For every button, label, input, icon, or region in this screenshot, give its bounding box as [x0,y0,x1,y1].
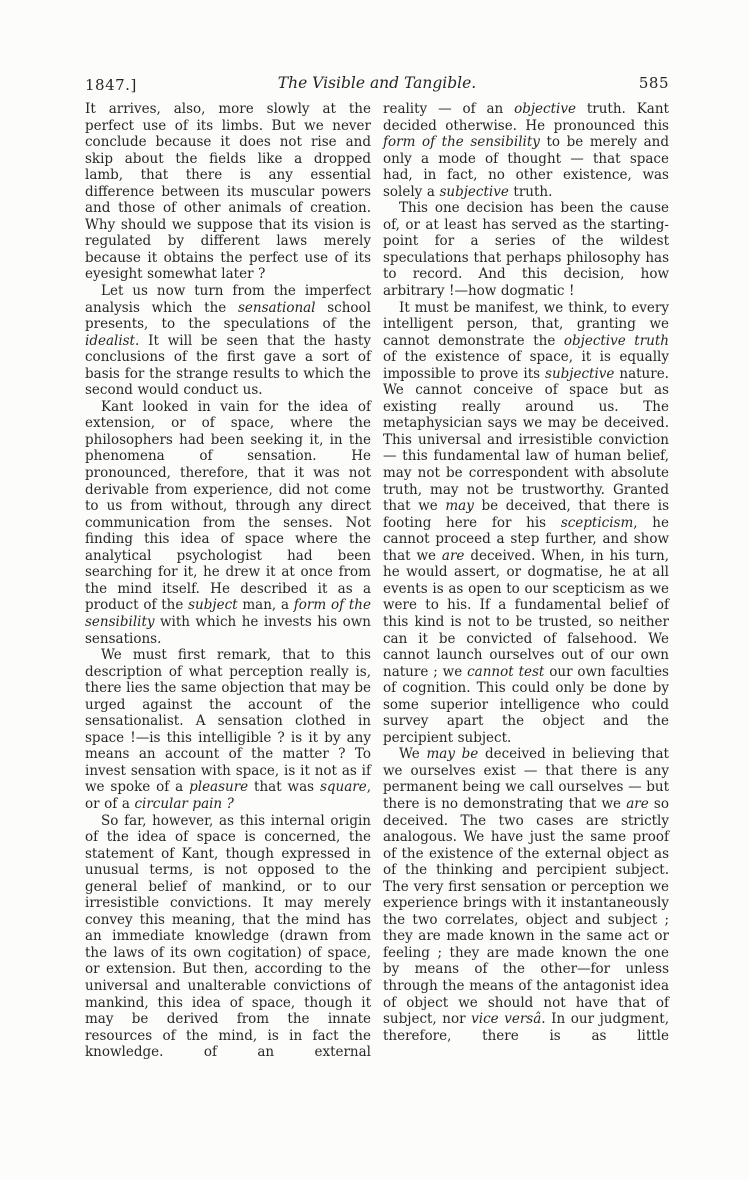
text-run: our own faculties of cognition. This could only be done by some superior intelligence who could survey apart the object and the percipient subject. [383,663,669,746]
text-run: It must be manifest, we think, to every intelligent person, that, granting we cannot demonstrate the [383,299,669,349]
italic-text-run: vice versâ [471,1011,542,1028]
text-run: This one decision has been the cause of, or at least has served as the starting-point for a series of the wildest speculations that perhaps philosophy has to record. And this decision, how arbitrary !—how dogmatic ! [383,200,669,300]
paragraph [85,399,371,647]
text-run: We must first remark, that to this description of what perception really is, there lies the same objection that may be urged against the account of the sensationalist. A sensation clothed in space !—is this intelligible ? is it by any means an account of the matter ? To invest sensation with space, is it not as if we spoke of a [85,647,371,796]
text-run: deceived in believing that we ourselves exist — that there is any permanent being we call ourselves — but there is no demonstrating that we [383,746,669,812]
text-run: truth. [508,183,553,200]
italic-text-run: objective [514,101,576,117]
text-body [85,101,669,1061]
paragraph [383,101,669,200]
text-run: of the existence of space, it is equally impossible to prove its [383,349,669,382]
page-title: The Visible and Tangible. [277,74,477,92]
italic-text-run: circular pain ? [134,795,234,812]
page-number: 585 [638,74,669,92]
text-run: Kant looked in vain for the idea of extension, or of space, where the philosophers had been seeking it, in the phenomena of sensation. He pronounced, therefore, that it was not derivable from experience, did not come to us from without, through any direct communication from the senses. Not finding this idea of space where the analytical psychologist had been searching for it, he drew it at once from the mind itself. He described it as a product of the [85,398,371,614]
paragraph [85,283,371,399]
text-run: nature. We cannot conceive of space but as existing really around us. The metaphysician says we may be deceived. This universal and irresistible conviction — this fundamental law of human belief, may not be correspondent with absolute truth, may not be trustworthy. Granted that we [383,365,669,515]
paragraph [383,746,669,1044]
paragraph [85,647,371,812]
italic-text-run: are [441,547,465,564]
italic-text-run: scepticism [560,514,634,531]
italic-text-run: idealist [85,332,135,349]
text-run: deceived. When, in his turn, he would assert, or dogmatise, he at all events is as open to our scepticism as we were to his. If a fundamental belief of this kind is not to be trusted, so neither can it be convicted of falsehood. We cannot launch ourselves out of our own nature ; we [383,547,669,680]
italic-text-run: sensational [237,299,316,316]
italic-text-run: subject [188,597,238,614]
italic-text-run: cannot test [467,663,545,680]
text-run: . In our judgment, therefore, there is as little [383,1011,669,1044]
italic-text-run: square [319,779,367,796]
text-run: , he cannot proceed a step further, and show that we [383,514,669,564]
text-run: So far, however, as this internal origin of the idea of space is concerned, the statement of Kant, though expressed in unusual terms, is not opposed to the general belief of mankind, or to our irresistible convictions. It may merely convey this meaning, that the mind has an immediate knowledge (drawn from the laws of its own cogitation) of space, or extension. But then, according to the universal and unalterable convictions of mankind, this idea of space, though it may be derived from the innate resources of the mind, is in fact the knowledge. of an external [85,812,371,1061]
italic-text-run: may be [426,746,479,763]
text-run: to be merely and only a mode of thought — that space had, in fact, no other existence, was solely a [383,134,669,200]
text-run: We [399,746,427,763]
text-run: man, a [237,597,294,614]
text-run: Let us now turn from the imperfect analysis which the [85,283,371,316]
italic-text-run: pleasure [189,779,249,796]
paragraph [383,300,669,747]
page-header [85,74,669,96]
italic-text-run: are [626,795,649,812]
paragraph [85,101,371,283]
italic-text-run: objective truth [563,332,669,349]
text-run: school presents, to the speculations of the [85,299,371,333]
italic-text-run: form of the sensibility [85,597,371,630]
header-year: 1847.] [85,76,137,94]
text-run: that was [248,779,320,796]
text-run: It arrives, also, more slowly at the perfect use of its limbs. But we never conclude because it does not rise and skip about the fields like a dropped lamb, that there is any essential difference between its muscular powers and those of other animals of creation. Why should we suppose that its vision is regulated by different laws merely because it obtains the perfect use of its eyesight somewhat later ? [85,101,371,283]
text-run: reality — of an [383,101,515,117]
text-run: with which he invests his own sensations. [85,613,371,647]
italic-text-run: subjective [545,365,615,382]
text-run: be deceived, that there is footing here for his [383,498,669,531]
paragraph [85,813,371,1061]
italic-text-run: subjective [439,183,509,200]
text-run: truth. Kant decided otherwise. He pronounced this [383,101,669,134]
text-run: . It will be seen that the hasty conclusions of the first gave a sort of basis for the strange results to which the second would conduct us. [85,332,371,399]
text-column-right [383,101,669,1061]
text-run: , or of a [85,779,371,812]
text-run: so deceived. The two cases are strictly analogous. We have just the same proof of the existence of the external object as of the thinking and percipient subject. The very first sensation or perception we experience brings with it instantaneously the two correlates, object and subject ; they are made known in the same act or feeling ; they are made known the one by means of the other—for unless through the means of the antagonist idea of object we should not have that of subject, nor [383,795,669,1028]
italic-text-run: form of the sensibility [383,134,540,151]
text-column-left [85,101,371,1061]
italic-text-run: may [445,498,474,515]
paragraph [383,200,669,299]
